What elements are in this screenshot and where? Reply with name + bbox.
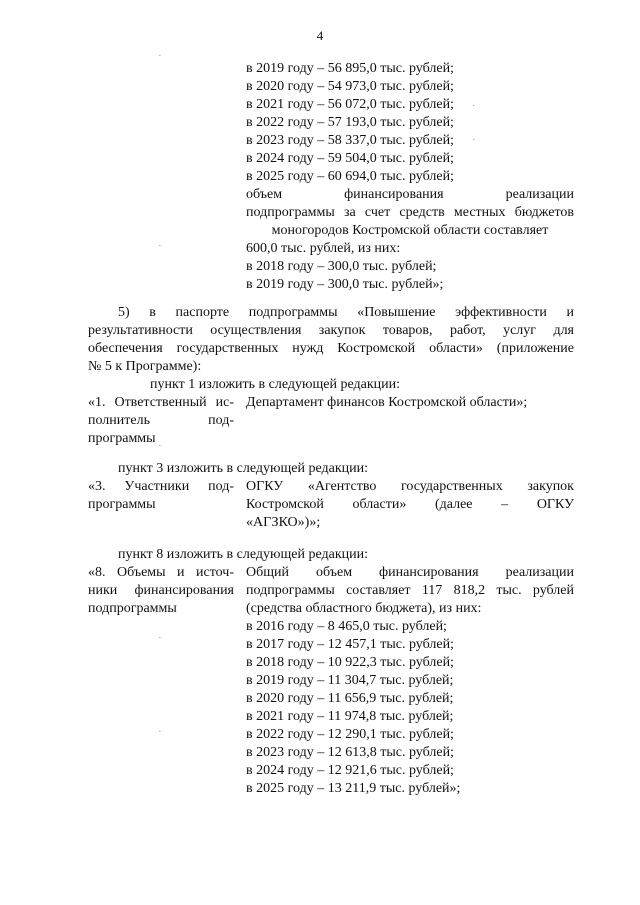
point3-value: Костромской области» (далее – ОГКУ [246, 497, 574, 512]
point8-value: Общий объем финансирования реализации [246, 565, 574, 580]
point1-value: Департамент финансов Костромской области»; [246, 395, 528, 410]
point8-value: (средства областного бюджета), из них: [246, 601, 482, 616]
scan-mark: · [158, 440, 162, 452]
point8-value: подпрограммы составляет 117 818,2 тыс. рублей [246, 583, 574, 598]
item5-paragraph-line: 5) в паспорте подпрограммы «Повышение эффективности и [118, 305, 574, 320]
item5-paragraph-line: обеспечения государственных нужд Костромской области» (приложение [88, 341, 574, 356]
top-year-line: в 2021 году – 56 072,0 тыс. рублей; [246, 97, 454, 112]
point8-label: ники финансирования [88, 583, 234, 598]
point8-year-line: в 2016 году – 8 465,0 тыс. рублей; [246, 619, 447, 634]
point3-value: «АГЗКО»)»; [246, 515, 321, 530]
top-year-line: в 2022 году – 57 193,0 тыс. рублей; [246, 115, 454, 130]
scan-mark: · [472, 134, 476, 146]
scan-mark: · [158, 240, 162, 252]
point8-year-line: в 2024 году – 12 921,6 тыс. рублей; [246, 763, 454, 778]
scan-mark: · [158, 726, 162, 738]
point8-year-line: в 2017 году – 12 457,1 тыс. рублей; [246, 637, 454, 652]
point8-year-line: в 2022 году – 12 290,1 тыс. рублей; [246, 727, 454, 742]
local-financing-line: подпрограммы за счет средств местных бюджетов [246, 205, 574, 220]
point8-year-line: в 2023 году – 12 613,8 тыс. рублей; [246, 745, 454, 760]
point1-label: полнитель под- [88, 413, 234, 428]
item5-paragraph-line: результативности осуществления закупок товаров, работ, услуг для [88, 323, 574, 338]
local-year-line: в 2019 году – 300,0 тыс. рублей»; [246, 277, 444, 292]
item5-paragraph-line: № 5 к Программе): [88, 359, 202, 374]
local-year-line: в 2018 году – 300,0 тыс. рублей; [246, 259, 437, 274]
point1-label: «1. Ответственный ис- [88, 395, 234, 410]
page-number: 4 [316, 28, 324, 43]
local-financing-line: моногородов Костромской области составляет [271, 223, 549, 238]
point1-heading: пункт 1 изложить в следующей редакции: [150, 377, 400, 392]
point8-label: «8. Объемы и источ- [88, 565, 234, 580]
point1-label: программы [88, 431, 156, 446]
point3-value: ОГКУ «Агентство государственных закупок [246, 479, 574, 494]
scan-mark: · [158, 632, 162, 644]
top-year-line: в 2025 году – 60 694,0 тыс. рублей; [246, 169, 454, 184]
point8-heading: пункт 8 изложить в следующей редакции: [118, 547, 368, 562]
top-year-line: в 2020 году – 54 973,0 тыс. рублей; [246, 79, 454, 94]
point8-label: подпрограммы [88, 601, 177, 616]
top-year-line: в 2024 году – 59 504,0 тыс. рублей; [246, 151, 454, 166]
point8-year-line: в 2019 году – 11 304,7 тыс. рублей; [246, 673, 454, 688]
scan-mark: · [158, 50, 162, 62]
point3-heading: пункт 3 изложить в следующей редакции: [118, 461, 368, 476]
point8-year-line: в 2021 году – 11 974,8 тыс. рублей; [246, 709, 454, 724]
top-year-line: в 2023 году – 58 337,0 тыс. рублей; [246, 133, 454, 148]
point8-year-line: в 2018 году – 10 922,3 тыс. рублей; [246, 655, 454, 670]
local-financing-line: 600,0 тыс. рублей, из них: [246, 241, 401, 256]
point3-label: программы [88, 497, 156, 512]
local-financing-line: объем финансирования реализации [246, 187, 574, 202]
scan-mark: · [472, 100, 476, 112]
top-year-line: в 2019 году – 56 895,0 тыс. рублей; [246, 61, 454, 76]
point3-label: «3. Участники под- [88, 479, 234, 494]
point8-year-line: в 2020 году – 11 656,9 тыс. рублей; [246, 691, 454, 706]
point8-year-line: в 2025 году – 13 211,9 тыс. рублей»; [246, 781, 461, 796]
